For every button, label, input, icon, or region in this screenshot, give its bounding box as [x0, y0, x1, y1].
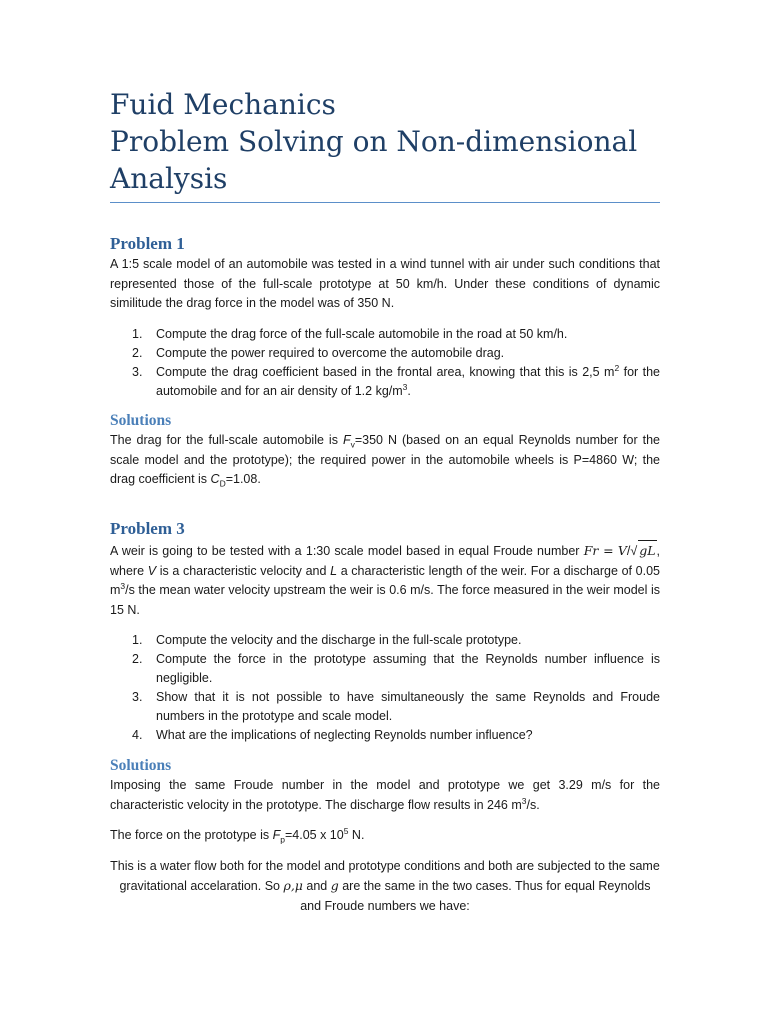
- list-item: 1. Compute the drag force of the full-scale automobile in the road at 50 km/h.: [132, 326, 568, 341]
- document-title: [110, 86, 670, 197]
- solutions-3-section: [110, 756, 660, 916]
- solutions-3-paragraph-1: Imposing the same Froude number in the model and prototype we get 3.29 m/s for the characteristic velocity in the prototype. The discharge flow results in 246 $m^3/s$.: [110, 778, 660, 812]
- problem-3-heading: Problem 3: [110, 519, 185, 538]
- problem-1-list: [110, 325, 660, 401]
- list-item: 3. Show that it is not possible to have simultaneously the same Reynolds and Froude numbers in the prototype and scale model.: [132, 690, 660, 723]
- list-item: 4. What are the implications of neglecting Reynolds number influence?: [132, 728, 533, 742]
- list-item: 3. Compute the drag coefficient based in the frontal area, knowing that this is 2,5 $m^2$ for the automobile and for an air density of 1.2 $kg/m^3$.: [132, 362, 660, 398]
- title-line-3: Analysis: [110, 162, 228, 195]
- problem-3-list: [110, 631, 660, 745]
- solutions-3-heading: Solutions: [110, 757, 172, 774]
- problem-3-section: [110, 518, 660, 745]
- solutions-1-section: [110, 411, 660, 490]
- solutions-1-heading: Solutions: [110, 412, 172, 429]
- title-divider: [110, 202, 660, 203]
- solutions-3-paragraph-2: The force on the prototype is $F_p=4.05$ x $10^5$ N.: [110, 825, 365, 845]
- problem-1-heading: Problem 1: [110, 234, 185, 253]
- problem-1-intro: A 1:5 scale model of an automobile was tested in a wind tunnel with air under such conditions that represented those of the full-scale prototype at 50 km/h. Under these conditions of dynamic similitude the drag force in the model was of 350 N.: [110, 257, 660, 310]
- solutions-1-text: The drag for the full-scale automobile is $F_v=350$ N (based on an equal Reynolds number for the scale model and the prototype); the required power in the automobile wheels is P=4860 W; the drag coefficient is $C_D=1.08$.: [110, 433, 660, 489]
- solutions-3-paragraph-3: This is a water flow both for the model and prototype conditions and both are subjected to the same gravitational accelaration. So ρ,μ and g are the same in the two cases. Thus for equal Reynolds and Froude numbers we have:: [110, 858, 660, 913]
- list-item: 1. Compute the velocity and the discharge in the full-scale prototype.: [132, 633, 522, 647]
- title-line-2: Problem Solving on Non-dimensional: [110, 125, 638, 158]
- list-item: 2. Compute the force in the prototype assuming that the Reynolds number influence is negligible.: [132, 652, 660, 685]
- problem-1-section: [110, 233, 660, 401]
- list-item: 2. Compute the power required to overcome the automobile drag.: [132, 345, 505, 360]
- title-line-1: Fuid Mechanics: [110, 88, 336, 121]
- problem-3-intro: A weir is going to be tested with a 1:30 scale model based in equal Froude number Fr = V/√ gL, where V is a characteristic velocity and L a characteristic length of the weir. For a discharge of 0.05 $m^3/s$ the mean water velocity upstream the weir is 0.6 m/s. The force measured in the weir model is 15 N.: [110, 540, 660, 620]
